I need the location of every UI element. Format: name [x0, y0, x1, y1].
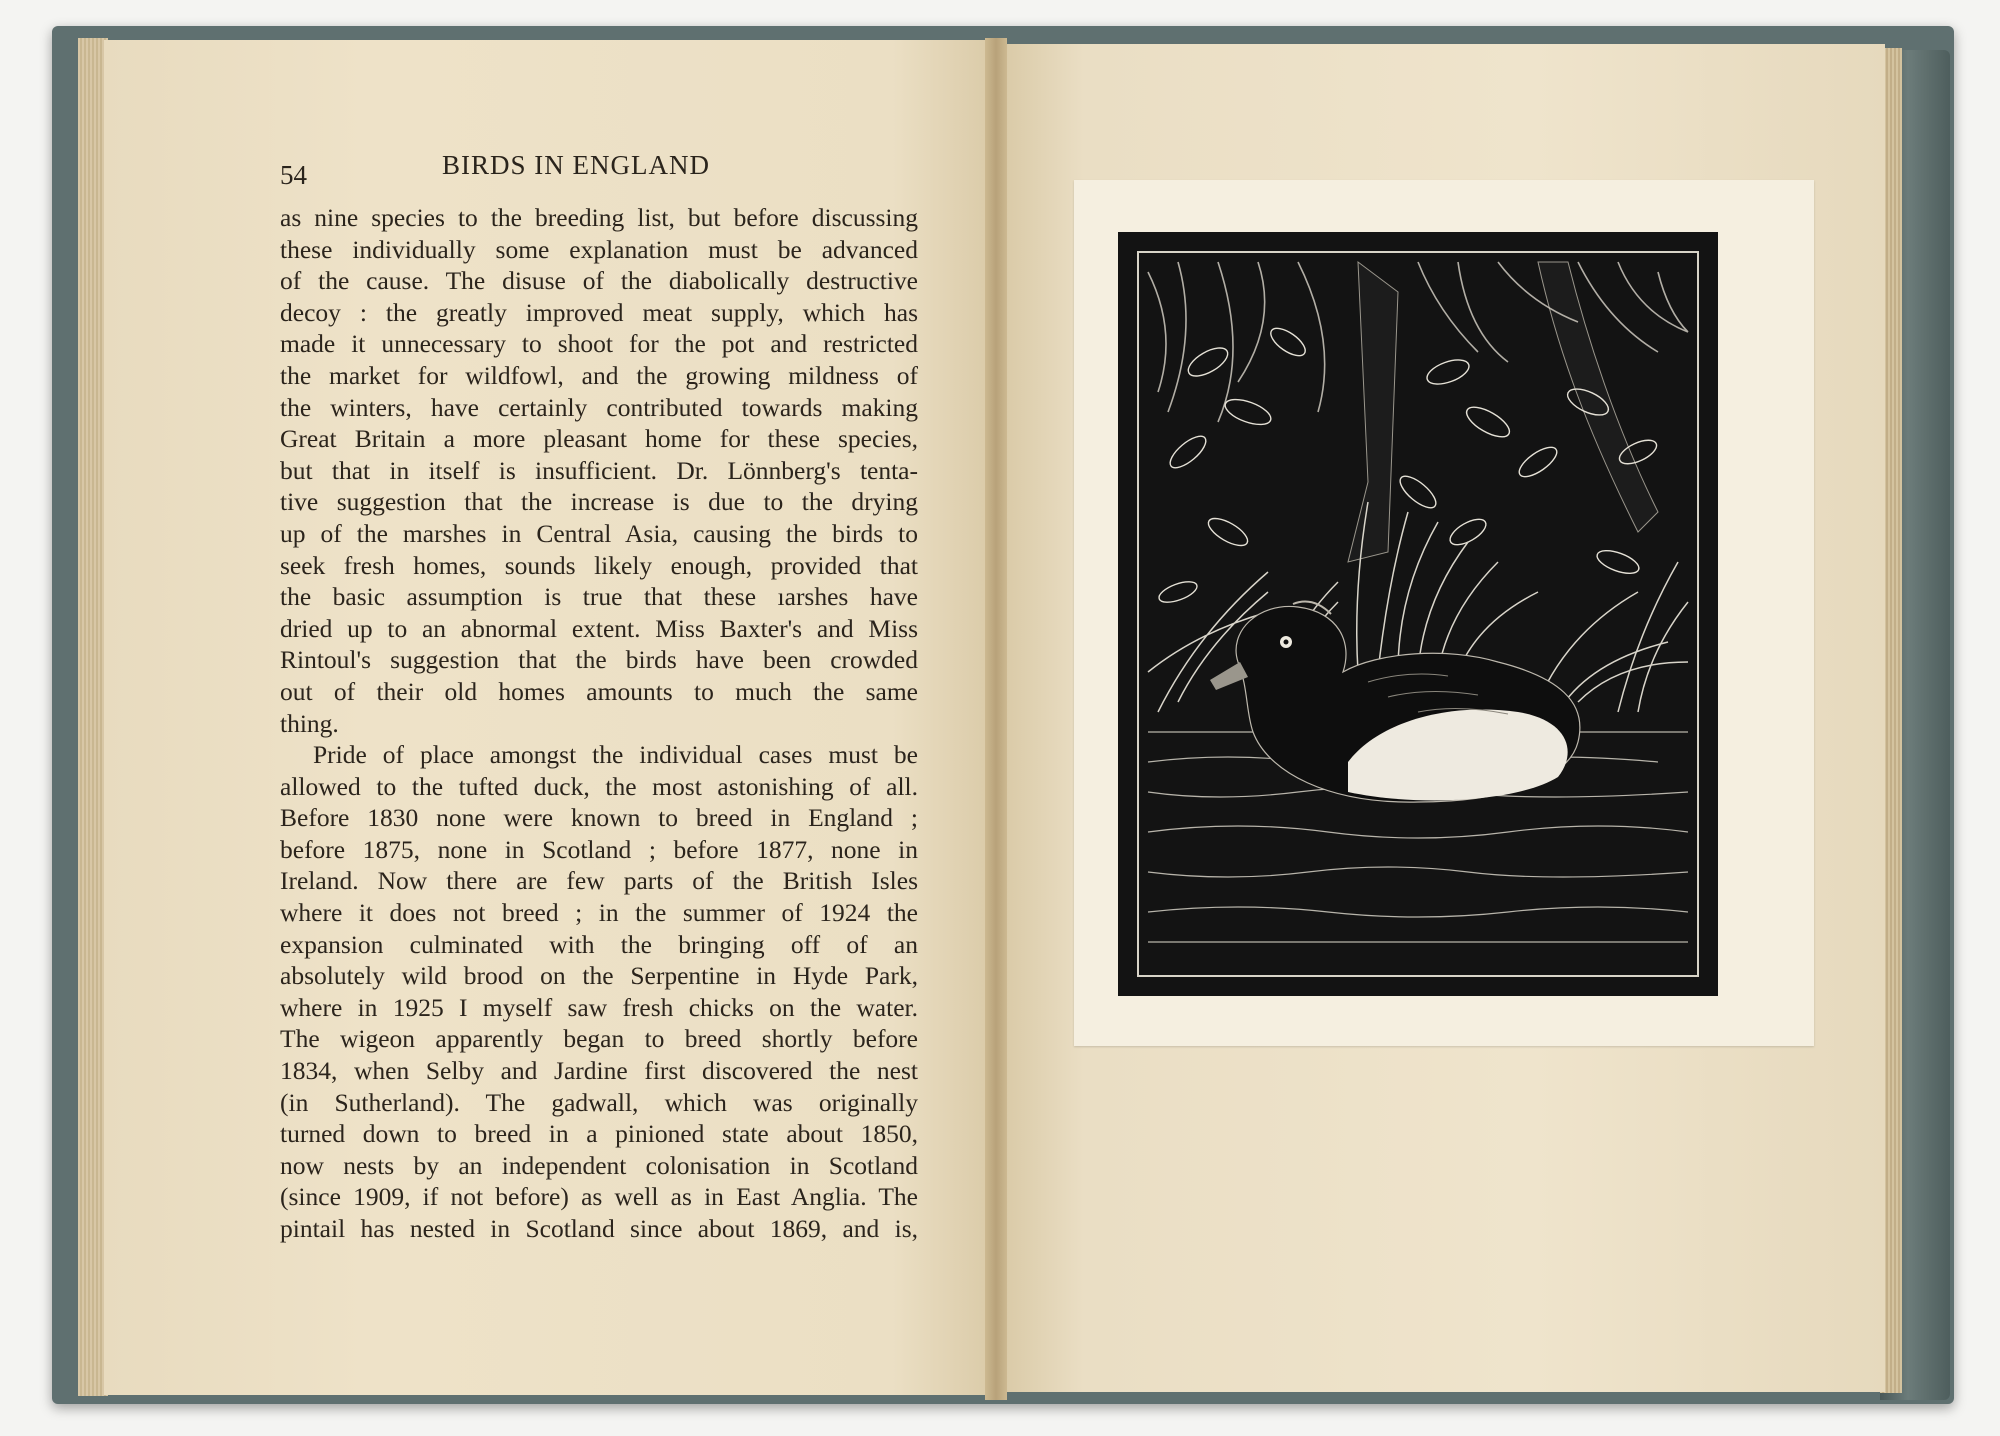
text-line: now nests by an independent colonisation in Scotland: [280, 1150, 918, 1180]
text-line: but that in itself is insufficient. Dr. Lönnberg's tenta-: [280, 455, 918, 485]
text-line: as nine species to the breeding list, but before discussing: [280, 203, 918, 232]
text-line: pintail has nested in Scotland since about 1869, and is,: [280, 1214, 918, 1243]
text-line: before 1875, none in Scotland ; before 1877, none in: [280, 834, 918, 864]
text-line: (in Sutherland). The gadwall, which was originally: [280, 1087, 918, 1117]
text-line: Before 1830 none were known to breed in England ;: [280, 803, 918, 833]
text-line: Great Britain a more pleasant home for these species,: [280, 424, 918, 454]
text-line: these individually some explanation must be advanced: [280, 234, 918, 264]
duck-engraving-plate: [1118, 232, 1718, 996]
page-number: 54: [280, 160, 307, 190]
text-line: the market for wildfowl, and the growing mildness of: [280, 360, 918, 390]
text-line: the basic assumption is true that these ıarshes have: [280, 582, 918, 612]
text-line: turned down to breed in a pinioned state about 1850,: [280, 1119, 918, 1149]
book-gutter: [985, 38, 1007, 1400]
text-line: dried up to an abnormal extent. Miss Baxter's and Miss: [280, 613, 918, 643]
text-line: seek fresh homes, sounds likely enough, provided that: [280, 550, 918, 580]
text-line: thing.: [280, 708, 339, 738]
text-line: out of their old homes amounts to much the same: [280, 676, 918, 706]
text-line: made it unnecessary to shoot for the pot and restricted: [280, 329, 918, 359]
text-line: expansion culminated with the bringing off of an: [280, 929, 918, 959]
text-line: Ireland. Now there are few parts of the British Isles: [280, 866, 918, 896]
text-line: The wigeon apparently began to breed shortly before: [280, 1024, 918, 1054]
text-line: tive suggestion that the increase is due to the drying: [280, 487, 918, 517]
text-line: where it does not breed ; in the summer of 1924 the: [280, 898, 918, 928]
text-line: absolutely wild brood on the Serpentine in Hyde Park,: [280, 961, 918, 991]
text-line: decoy : the greatly improved meat supply, which has: [280, 297, 918, 327]
text-line: allowed to the tufted duck, the most astonishing of all.: [280, 771, 918, 801]
duck-engraving-image: [1118, 232, 1718, 996]
text-line: Pride of place amongst the individual cases must be: [313, 740, 918, 770]
running-head: BIRDS IN ENGLAND: [442, 150, 710, 180]
text-line: the winters, have certainly contributed towards making: [280, 392, 918, 422]
text-line: up of the marshes in Central Asia, causing the birds to: [280, 518, 918, 548]
body-text: [280, 202, 918, 1245]
text-line: of the cause. The disuse of the diabolically destructive: [280, 266, 918, 296]
text-line: 1834, when Selby and Jardine first discovered the nest: [280, 1056, 918, 1086]
text-line: (since 1909, if not before) as well as in East Anglia. The: [280, 1182, 918, 1212]
text-line: where in 1925 I myself saw fresh chicks on the water.: [280, 992, 918, 1022]
text-line: Rintoul's suggestion that the birds have been crowded: [280, 645, 918, 675]
